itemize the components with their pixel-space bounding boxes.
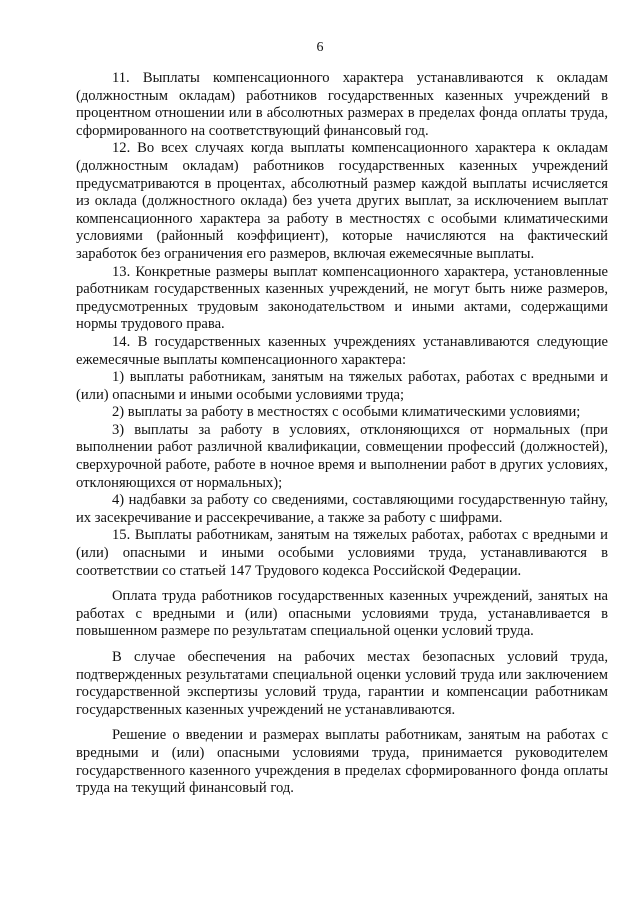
- paragraph-safe-conditions: В случае обеспечения на рабочих местах безопасных условий труда, подтвержденных результатами специальной оценки условий труда или заключением государственной экспертизы условий труда, гарантии и компенсации работникам государственных казенных учреждений не устанавливаются.: [76, 649, 608, 718]
- paragraph-13: 13. Конкретные размеры выплат компенсационного характера, установленные работникам государственных казенных учреждений, не могут быть ниже размеров, предусмотренных трудовым законодательством и иными актами, содержащими нормы трудового права.: [76, 263, 608, 333]
- list-item-4: 4) надбавки за работу со сведениями, составляющими государственную тайну, их засекречивание и рассекречивание, а также за работу с шифрами.: [76, 492, 608, 526]
- paragraph-11: 11. Выплаты компенсационного характера устанавливаются к окладам (должностным окладам) работников государственных казенных учреждений в процентном отношении или в абсолютных размерах в пределах фонда оплаты труда, сформированного на соответствующий финансовый год.: [76, 70, 608, 139]
- page-number: 6: [316, 40, 324, 55]
- paragraph-12: 12. Во всех случаях когда выплаты компенсационного характера к окладам (должностным окладам) работников государственных казенных учреждений предусматриваются в процентах, абсолютный размер каждой выплаты исчисляется из оклада (должностного оклада) без учета других выплат, за исключением выплат компенсационного характера за работу в местностях с особыми климатическими условиями (районный коэффициент), которые начисляются на фактический заработок без ограничения его размеров, включая ежемесячные выплаты.: [76, 140, 608, 262]
- paragraph-15: 15. Выплаты работникам, занятым на тяжелых работах, работах с вредными и (или) опасными и иными особыми условиями труда, устанавливаются в соответствии со статьей 147 Трудового кодекса Российской Федерации.: [76, 527, 608, 579]
- list-item-3: 3) выплаты за работу в условиях, отклоняющихся от нормальных (при выполнении работ различной квалификации, совмещении профессий (должностей), сверхурочной работе, работе в ночное время и выполнении работ в других условиях, отклоняющихся от нормальных);: [76, 421, 608, 491]
- paragraph-decision: Решение о введении и размерах выплаты работникам, занятым на работах с вредными и (или) опасными условиями труда, принимается руководителем государственного казенного учреждения в пределах сформированного фонда оплаты труда на текущий финансовый год.: [76, 727, 608, 797]
- list-item-2: 2) выплаты за работу в местностях с особыми климатическими условиями;: [112, 404, 581, 421]
- paragraph-14: 14. В государственных казенных учреждениях устанавливаются следующие ежемесячные выплаты компенсационного характера:: [76, 333, 608, 368]
- document-body: [76, 70, 608, 798]
- paragraph-hazard-pay: Оплата труда работников государственных казенных учреждений, занятых на работах с вредными и (или) опасными условиями труда, устанавливается в повышенном размере по результатам специальной оценки условий труда.: [76, 588, 608, 640]
- list-item-1: 1) выплаты работникам, занятым на тяжелых работах, работах с вредными и (или) опасными и иными особыми условиями труда;: [76, 369, 608, 403]
